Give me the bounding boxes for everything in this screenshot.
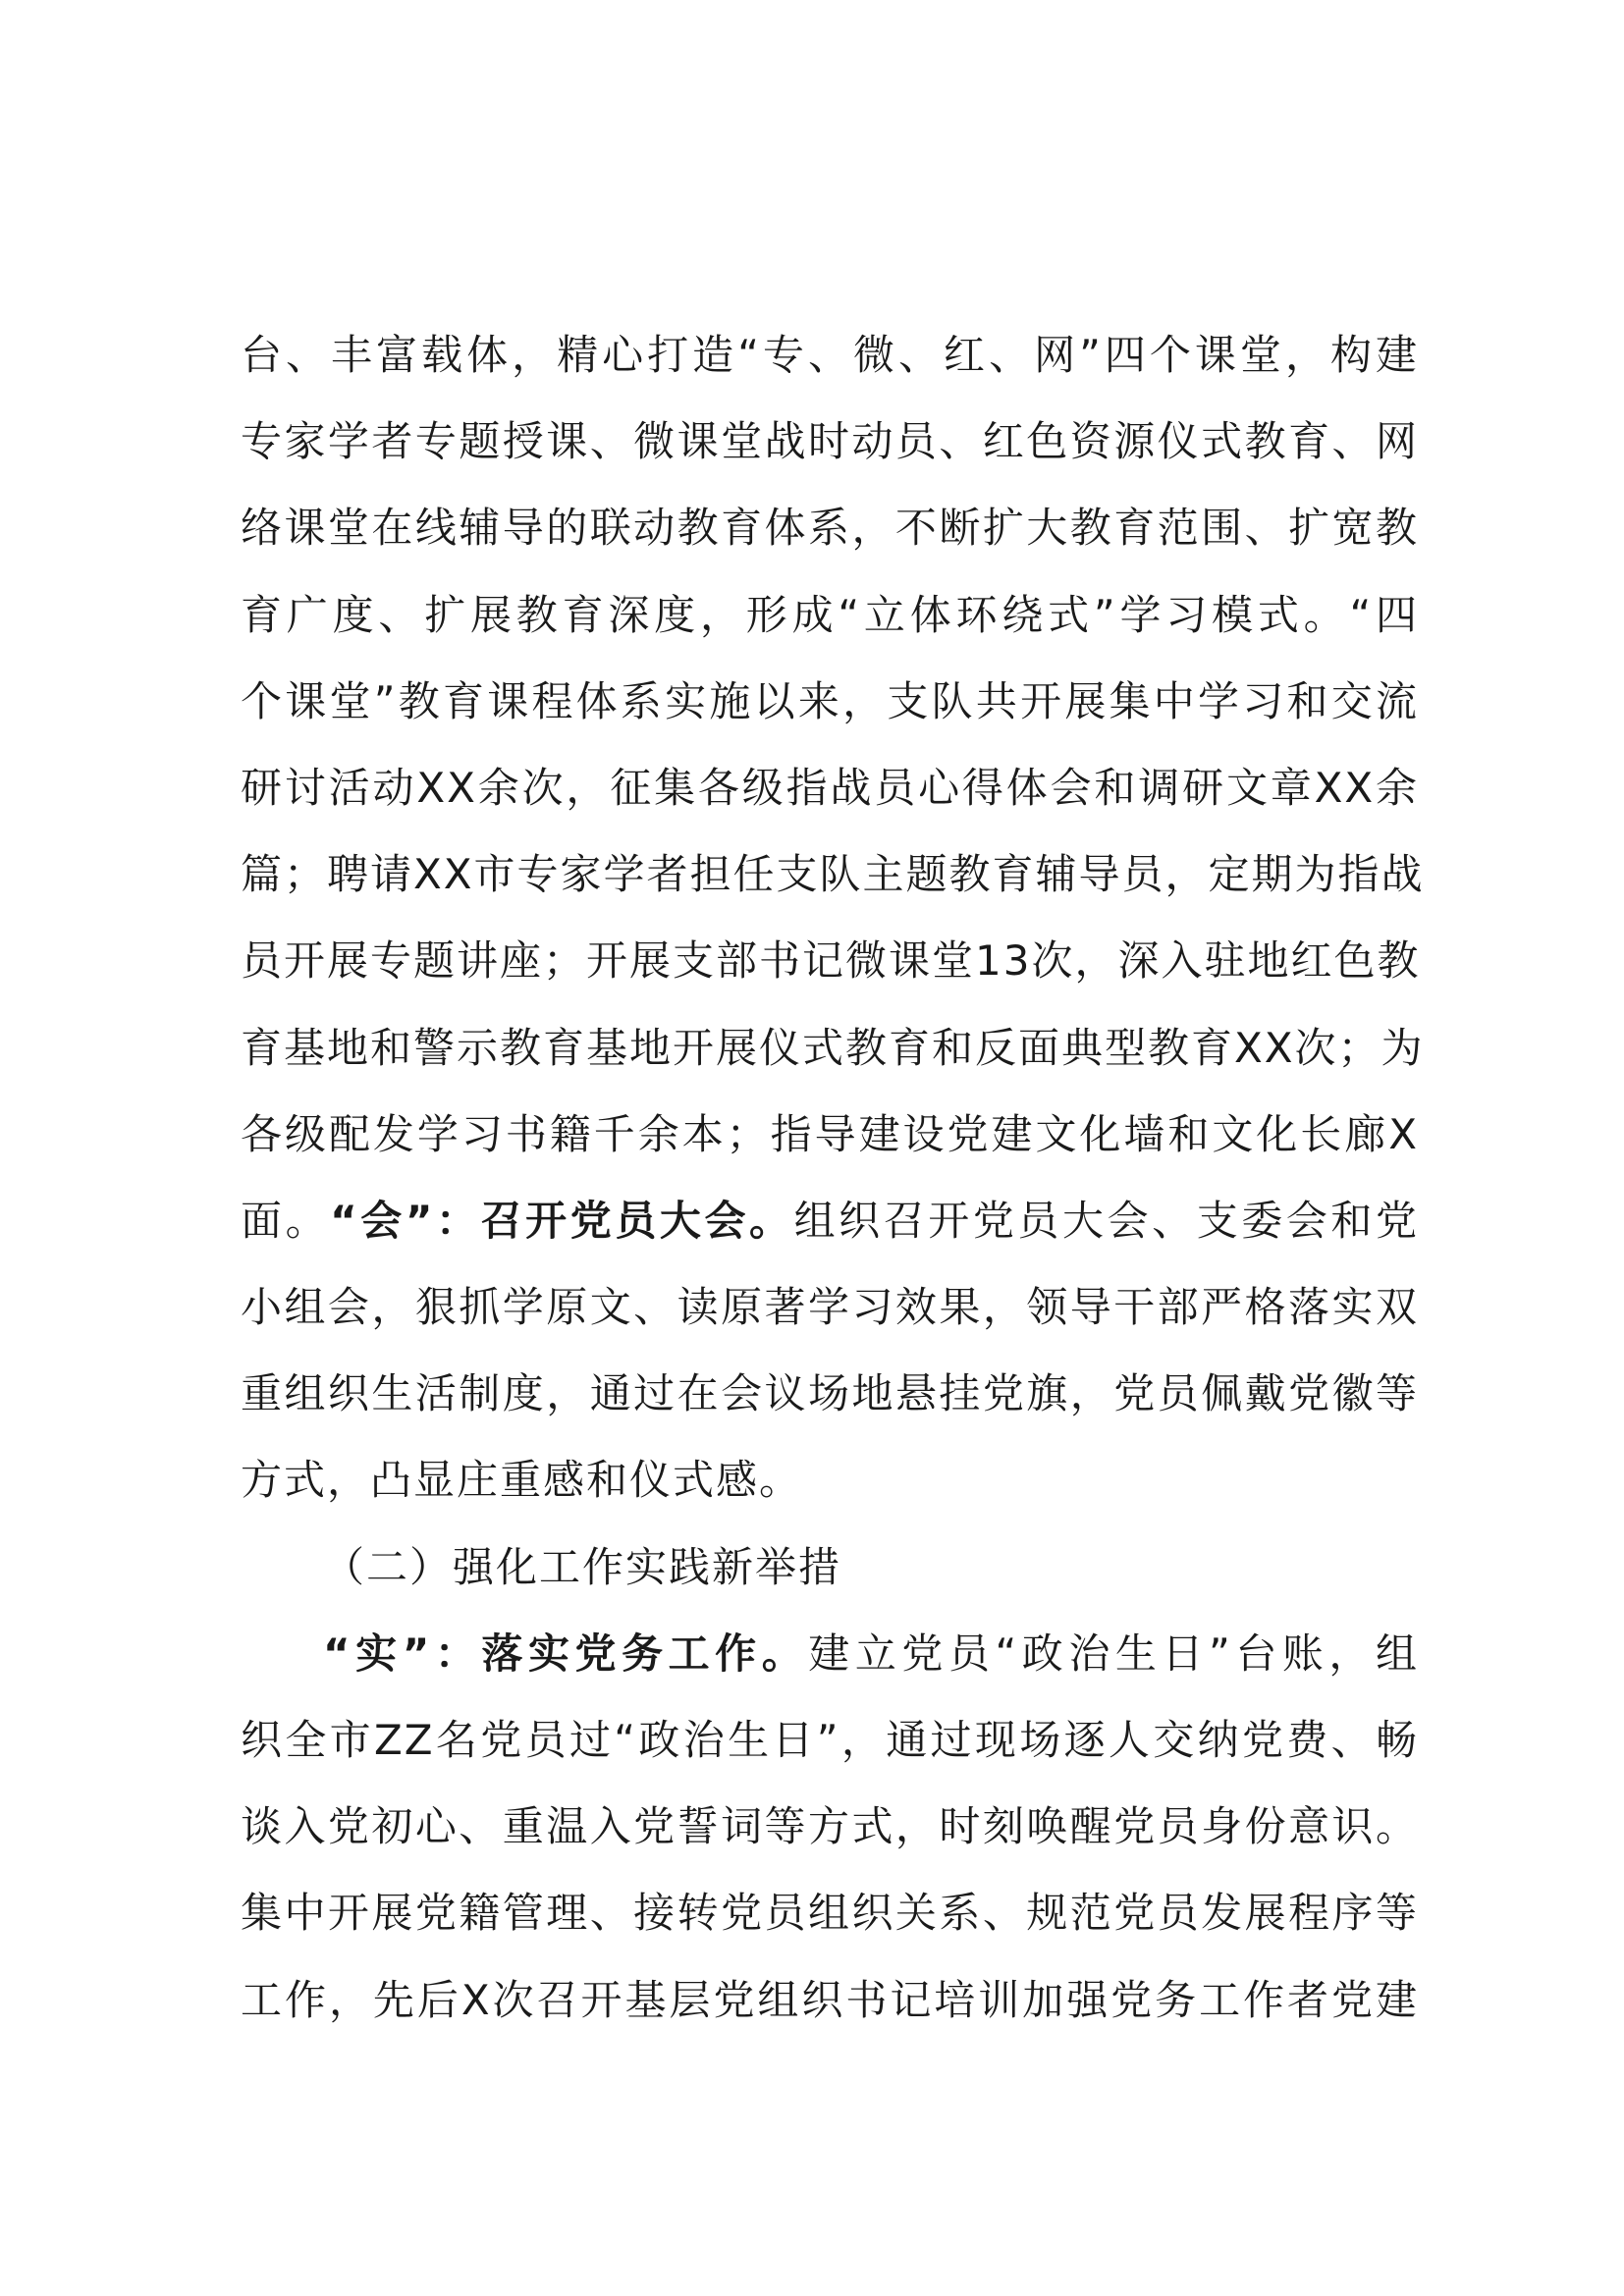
text-run: 育广度、扩展教育深度，形成“立体环绕式”学习模式。“四 (241, 590, 1419, 639)
text-line (241, 485, 1419, 571)
text-line (241, 1178, 1419, 1264)
text-line (241, 831, 1425, 918)
text-run: 个课堂”教育课程体系实施以来，支队共开展集中学习和交流 (241, 676, 1419, 725)
text-run: 集中开展党籍管理、接转党员组织关系、规范党员发展程序等 (241, 1889, 1419, 1938)
text-line (241, 1437, 1419, 1523)
text-line (241, 1957, 1419, 2044)
text-line (241, 1005, 1425, 1092)
text-run: 研讨活动XX余次，征集各级指战员心得体会和调研文章XX余 (241, 763, 1419, 812)
text-line (241, 745, 1419, 831)
text-line (241, 1351, 1419, 1437)
bold-run: “实”：落实党务工作。 (323, 1629, 809, 1678)
text-line (241, 1264, 1419, 1351)
text-line (241, 1611, 1419, 1697)
text-run: 员开展专题讲座；开展支部书记微课堂13次，深入驻地红色教 (241, 936, 1421, 986)
text-run: 各级配发学习书籍千余本；指导建设党建文化墙和文化长廊X (241, 1109, 1419, 1158)
text-run: 面。 (241, 1196, 331, 1245)
text-line (241, 659, 1419, 745)
text-line (241, 918, 1419, 1004)
text-line (241, 572, 1419, 659)
text-run: 络课堂在线辅导的联动教育体系，不断扩大教育范围、扩宽教 (241, 504, 1419, 553)
text-run: 建立党员“政治生日”台账，组 (808, 1629, 1419, 1678)
text-run: 篇；聘请XX市专家学者担任支队主题教育辅导员，定期为指战 (241, 850, 1425, 899)
text-line (241, 1870, 1419, 1956)
text-run: 育基地和警示教育基地开展仪式教育和反面典型教育XX次；为 (241, 1023, 1425, 1072)
text-run: （二）强化工作实践新举措 (323, 1542, 842, 1591)
text-line (241, 1784, 1419, 1870)
text-run: 台、丰富载体，精心打造“专、微、红、网”四个课堂，构建 (241, 331, 1419, 379)
text-run: 专家学者专题授课、微课堂战时动员、红色资源仪式教育、网 (241, 417, 1419, 466)
text-run: 织全市ZZ名党员过“政治生日”，通过现场逐人交纳党费、畅 (241, 1716, 1419, 1764)
text-run: 重组织生活制度，通过在会议场地悬挂党旗，党员佩戴党徽等 (241, 1369, 1419, 1418)
text-run: 组织召开党员大会、支委会和党 (793, 1196, 1419, 1245)
section-heading (241, 1524, 1419, 1611)
document-body (241, 312, 1425, 2044)
bold-run: “会”：召开党员大会。 (330, 1196, 794, 1245)
text-run: 谈入党初心、重温入党誓词等方式，时刻唤醒党员身份意识。 (241, 1802, 1419, 1851)
text-line (241, 312, 1419, 399)
text-run: 方式，凸显庄重感和仪式感。 (241, 1456, 803, 1505)
text-run: 小组会，狠抓学原文、读原著学习效果，领导干部严格落实双 (241, 1283, 1419, 1332)
text-run: 工作，先后X次召开基层党组织书记培训加强党务工作者党建 (241, 1975, 1419, 2024)
text-line (241, 399, 1419, 485)
text-line (241, 1092, 1419, 1178)
text-line (241, 1697, 1419, 1784)
